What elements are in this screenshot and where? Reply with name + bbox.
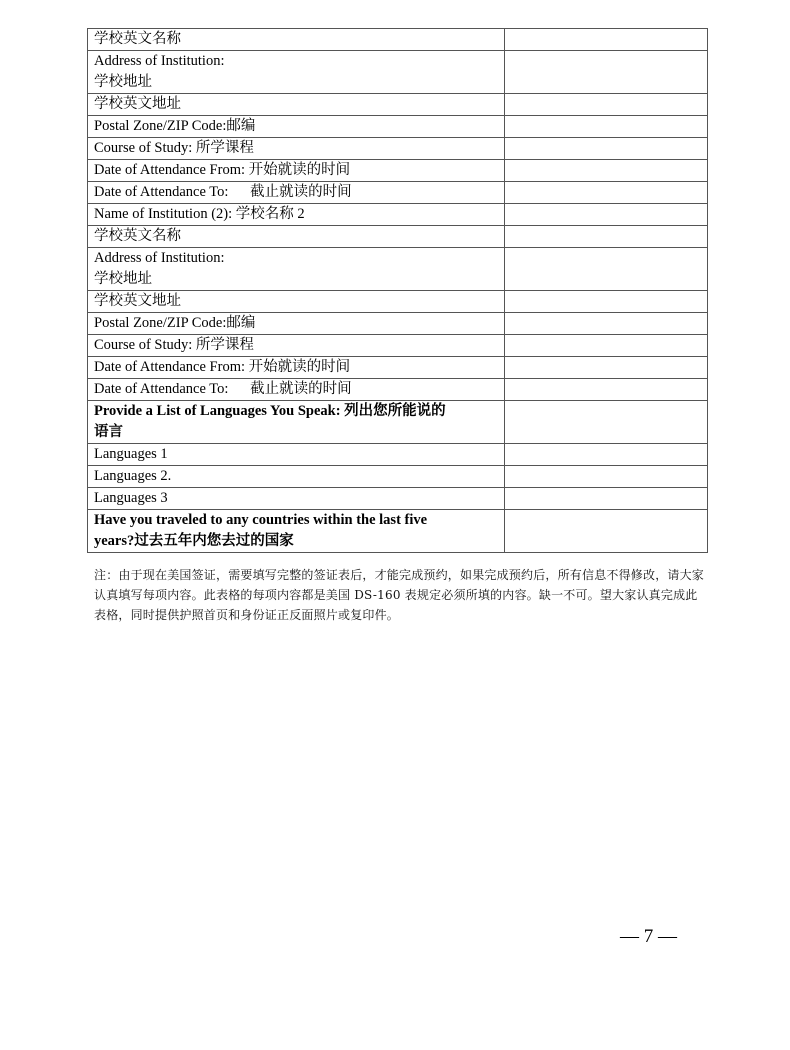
form-row-language-3	[88, 488, 708, 510]
form-row-value[interactable]	[505, 204, 708, 226]
form-row-english-school-address-2	[88, 291, 708, 313]
form-row-label: Date of Attendance To: 截止就读的时间	[88, 379, 505, 401]
form-row-label: Course of Study: 所学课程	[88, 335, 505, 357]
form-row-value[interactable]	[505, 313, 708, 335]
form-row-course-of-study-2	[88, 335, 708, 357]
form-row-label: Languages 2.	[88, 466, 505, 488]
form-row-label: Postal Zone/ZIP Code:邮编	[88, 116, 505, 138]
form-row-value[interactable]	[505, 138, 708, 160]
form-row-value[interactable]	[505, 226, 708, 248]
form-row-address-of-institution-2	[88, 248, 708, 291]
form-row-address-of-institution-1	[88, 51, 708, 94]
form-row-value[interactable]	[505, 466, 708, 488]
form-row-value[interactable]	[505, 51, 708, 94]
form-row-value[interactable]	[505, 510, 708, 553]
form-row-label: Provide a List of Languages You Speak: 列出您所能说的 语言	[88, 401, 505, 444]
form-row-language-1	[88, 444, 708, 466]
form-row-value[interactable]	[505, 335, 708, 357]
form-row-label: 学校英文地址	[88, 94, 505, 116]
form-row-value[interactable]	[505, 291, 708, 313]
form-row-label: 学校英文地址	[88, 291, 505, 313]
form-row-label: 学校英文名称	[88, 29, 505, 51]
page-number: — 7 —	[620, 926, 677, 947]
form-row-value[interactable]	[505, 444, 708, 466]
form-row-label: Have you traveled to any countries within the last five years?过去五年内您去过的国家	[88, 510, 505, 553]
form-row-language-2	[88, 466, 708, 488]
form-note: 注：由于现在美国签证，需要填写完整的签证表后，才能完成预约，如果完成预约后，所有信息不得修改，请大家认真填写每项内容。此表格的每项内容都是美国 DS-160 表规定必须所填的内容。缺一不可。望大家认真完成此表格，同时提供护照首页和身份证正反面照片或复印件。	[94, 568, 705, 622]
form-row-countries-traveled	[88, 510, 708, 553]
form-row-value[interactable]	[505, 94, 708, 116]
form-row-attendance-from-1	[88, 160, 708, 182]
form-row-value[interactable]	[505, 116, 708, 138]
form-row-value[interactable]	[505, 488, 708, 510]
form-row-label: Date of Attendance From: 开始就读的时间	[88, 160, 505, 182]
form-row-postal-code-2	[88, 313, 708, 335]
form-row-languages-heading	[88, 401, 708, 444]
form-row-label: Languages 1	[88, 444, 505, 466]
form-row-value[interactable]	[505, 29, 708, 51]
form-row-attendance-to-2	[88, 379, 708, 401]
form-row-value[interactable]	[505, 357, 708, 379]
form-row-label: Address of Institution: 学校地址	[88, 248, 505, 291]
form-row-course-of-study-1	[88, 138, 708, 160]
form-row-attendance-from-2	[88, 357, 708, 379]
form-row-label: Languages 3	[88, 488, 505, 510]
form-row-value[interactable]	[505, 379, 708, 401]
form-row-label: 学校英文名称	[88, 226, 505, 248]
form-row-label: Date of Attendance From: 开始就读的时间	[88, 357, 505, 379]
form-row-value[interactable]	[505, 248, 708, 291]
visa-form-table	[87, 28, 708, 553]
form-row-english-school-address-1	[88, 94, 708, 116]
form-row-attendance-to-1	[88, 182, 708, 204]
form-row-value[interactable]	[505, 401, 708, 444]
form-row-label: Course of Study: 所学课程	[88, 138, 505, 160]
form-row-english-school-name-1	[88, 29, 708, 51]
form-row-value[interactable]	[505, 182, 708, 204]
form-row-english-school-name-2	[88, 226, 708, 248]
form-row-label: Date of Attendance To: 截止就读的时间	[88, 182, 505, 204]
form-row-label: Address of Institution: 学校地址	[88, 51, 505, 94]
form-row-label: Postal Zone/ZIP Code:邮编	[88, 313, 505, 335]
form-row-value[interactable]	[505, 160, 708, 182]
form-row-postal-code-1	[88, 116, 708, 138]
form-row-name-of-institution-2	[88, 204, 708, 226]
form-row-label: Name of Institution (2): 学校名称 2	[88, 204, 505, 226]
